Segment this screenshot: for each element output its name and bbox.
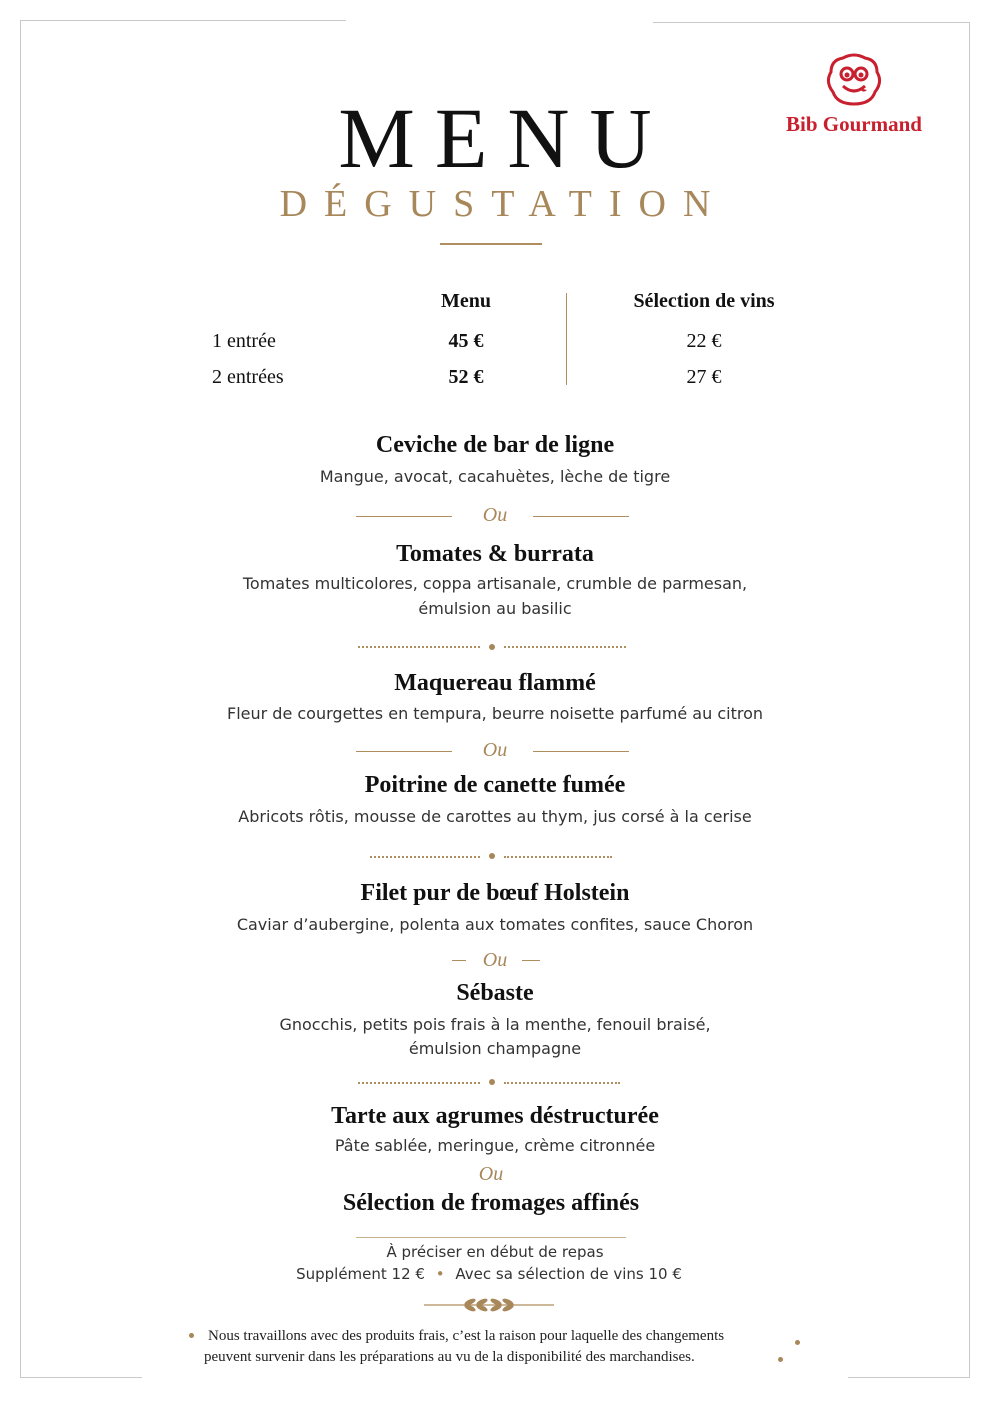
title-underline [440, 243, 542, 245]
section-divider-dot [489, 1079, 495, 1085]
dish-title: Poitrine de canette fumée [364, 772, 626, 798]
dish-description: Tomates multicolores, coppa artisanale, crumble de parmesan, [242, 574, 748, 593]
footnote-bullet-icon [189, 1333, 194, 1338]
page-title: MENU [338, 90, 672, 186]
dish-description: Fleur de courgettes en tempura, beurre noisette parfumé au citron [227, 704, 763, 723]
frame-top-right [653, 22, 969, 23]
or-separator: Ou [478, 1163, 504, 1185]
price-header-wines: Sélection de vins [633, 290, 775, 312]
dish-description: Pâte sablée, meringue, crème citronnée [334, 1136, 656, 1155]
cheese-supplement [0, 1265, 984, 1283]
price-row-label: 2 entrées [212, 366, 284, 388]
dish-description: émulsion au basilic [418, 599, 572, 618]
bib-gourmand-label: Bib Gourmand [786, 112, 922, 136]
frame-top-left [20, 20, 346, 21]
dish-title: Maquereau flammé [394, 670, 596, 696]
page-subtitle: DÉGUSTATION [279, 183, 728, 225]
cheese-underline [356, 1237, 626, 1238]
or-rule-right [522, 960, 540, 961]
dish-description: Caviar d’aubergine, polenta aux tomates confites, sauce Choron [236, 915, 754, 934]
footnote-bullet-icon [795, 1340, 800, 1345]
dish-description: émulsion champagne [408, 1039, 582, 1058]
dish-title: Sébaste [456, 980, 534, 1006]
frame-bottom-right [848, 1377, 970, 1378]
or-rule-right [533, 751, 629, 752]
or-rule-right [533, 516, 629, 517]
price-row-wines: 27 € [686, 366, 722, 388]
dish-title: Tarte aux agrumes déstructurée [331, 1103, 659, 1129]
dish-title: Filet pur de bœuf Holstein [360, 880, 630, 906]
price-row-wines: 22 € [686, 330, 722, 352]
dish-description: Mangue, avocat, cacahuètes, lèche de tigre [319, 467, 671, 486]
or-separator: Ou [482, 504, 508, 526]
dish-title: Tomates & burrata [396, 541, 594, 567]
dish-description: Gnocchis, petits pois frais à la menthe, fenouil braisé, [279, 1015, 711, 1034]
section-divider-dot [489, 853, 495, 859]
cheese-note: À préciser en début de repas [386, 1243, 604, 1261]
laurel-ornament-icon [424, 1296, 554, 1314]
section-divider-left [358, 646, 480, 648]
price-divider [566, 293, 567, 385]
frame-bottom-left [20, 1377, 142, 1378]
dish-title: Ceviche de bar de ligne [375, 432, 615, 458]
bib-gourmand-icon [823, 52, 885, 106]
section-divider-left [358, 1082, 480, 1084]
section-divider-dot [489, 644, 495, 650]
section-divider-left [370, 856, 480, 858]
price-header-menu: Menu [441, 290, 491, 312]
section-divider-right [504, 1082, 620, 1084]
or-separator: Ou [482, 739, 508, 761]
dish-title: Sélection de fromages affinés [342, 1190, 640, 1216]
price-row-label: 1 entrée [212, 330, 276, 352]
supplement-price: Supplément 12 € [296, 1265, 425, 1283]
section-divider-right [504, 646, 626, 648]
supplement-wine: Avec sa sélection de vins 10 € [455, 1265, 682, 1283]
price-row-menu: 45 € [448, 330, 484, 352]
dish-description: Abricots rôtis, mousse de carottes au thym, jus corsé à la cerise [238, 807, 752, 826]
footnote-line: peuvent survenir dans les préparations au vu de la disponibilité des marchandises. [204, 1349, 695, 1365]
section-divider-right [504, 856, 612, 858]
or-separator: Ou [482, 949, 508, 971]
price-row-menu: 52 € [448, 366, 484, 388]
footnote-line: Nous travaillons avec des produits frais, c’est la raison pour laquelle des changements [208, 1328, 725, 1344]
bib-gourmand-badge [778, 52, 930, 137]
footnote-bullet-icon [778, 1357, 783, 1362]
supplement-separator: • [435, 1265, 445, 1283]
